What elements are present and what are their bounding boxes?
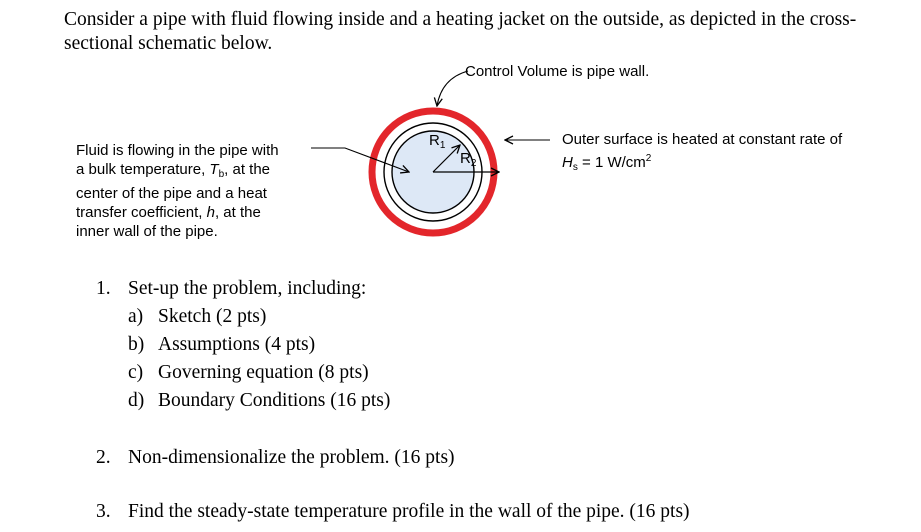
- question-1-part-a: a) Sketch (2 pts): [128, 306, 267, 327]
- problem-intro: Consider a pipe with fluid flowing inside and a heating jacket on the outside, as depicted in the cross-sectional schematic below.: [64, 9, 857, 54]
- heat-flux-label: Outer surface is heated at constant rate of $H_s = 1$ $W/cm^2$: [562, 131, 843, 173]
- question-1-part-d: d) Boundary Conditions (16 pts): [128, 390, 391, 411]
- control-volume-leader-arrow: [437, 71, 468, 106]
- question-1-part-c: c) Governing equation (8 pts): [128, 362, 369, 383]
- question-3: 3. Find the steady-state temperature profile in the wall of the pipe. (16 pts): [96, 501, 690, 522]
- r2-label: $R_2$: [460, 150, 477, 169]
- control-volume-label: Control Volume is pipe wall.: [465, 63, 650, 80]
- question-1-part-b: b) Assumptions (4 pts): [128, 334, 316, 355]
- r1-label: $R_1$: [429, 132, 446, 151]
- fluid-description-label: Fluid is flowing in the pipe with a bulk temperature, $T_b$, at the center of the pipe and a heat transfer coefficient, h, at the inner wall of the pipe.: [76, 142, 279, 240]
- question-2: 2. Non-dimensionalize the problem. (16 pts): [96, 447, 455, 468]
- question-1: 1. Set-up the problem, including:: [96, 278, 367, 299]
